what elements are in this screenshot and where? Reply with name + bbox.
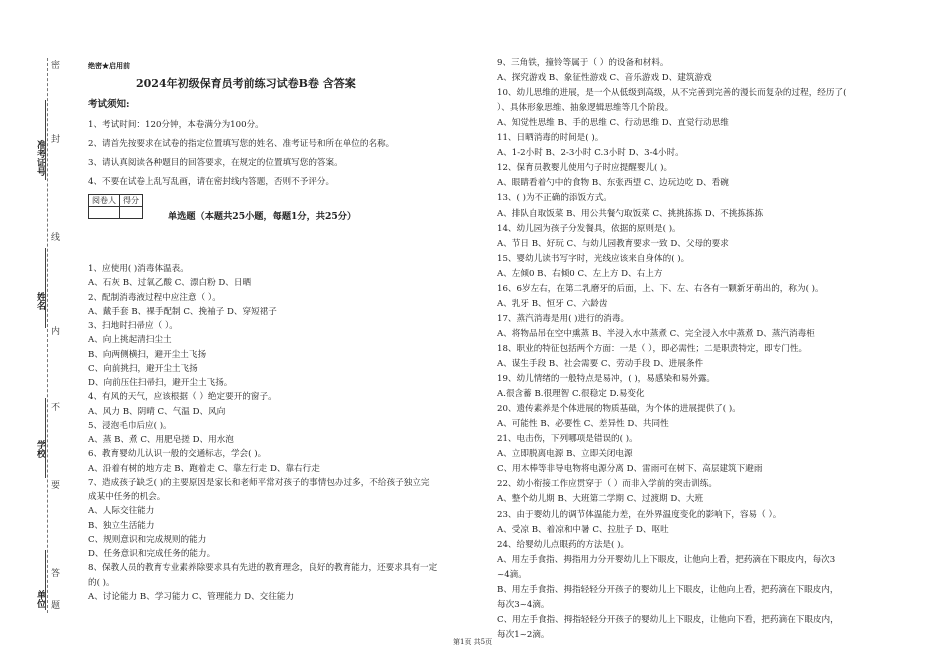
section-title: 单选题（本题共25小题，每题1分，共25分） [168,211,357,222]
question-line: A、用左手食指、拇指用力分开婴幼儿上下眼皮，让他向上看，把药滴在下眼皮内，每次3 [497,554,836,565]
question-line: 10、幼儿思维的进展，是一个从低级到高级，从不完善到完善的漫长而复杂的过程，经历了( [497,88,847,99]
instruction-item: 4、不要在试卷上乱写乱画，请在密封线内答题，否则不予评分。 [88,177,335,187]
question-line: A、排队自取饭菜 B、用公共餐勺取饭菜 C、挑挑拣拣 D、不挑拣拣拣 [497,208,764,219]
score-table-grader-label: 阅卷人 [89,195,120,207]
binding-label-unit: 单位 [35,590,45,608]
instruction-item: 3、请认真阅读各种题目的回答要求，在规定的位置填写您的答案。 [88,158,343,168]
question-line: A、立即脱离电源 B、立即关闭电源 [497,449,633,460]
seal-line-char: 封 [51,135,61,145]
question-line: D、向前压住扫帚扫，避开尘土飞扬。 [88,378,233,388]
question-line: A、将物品吊在空中熏蒸 B、半浸入水中蒸煮 C、完全浸入水中蒸煮 D、蒸汽消毒柜 [497,328,815,339]
question-line: 5、浸泡毛巾后应( )。 [88,420,172,431]
seal-line-char: 密 [51,61,61,71]
binding-label-school: 学校 [35,440,45,458]
score-table-grader-cell [89,207,120,219]
question-line: C、规则意识和完成规则的能力 [88,534,207,545]
exam-id-field-line [45,100,46,180]
question-line: 12、保育员教婴儿使用勺子时应提醒婴儿( )。 [497,163,673,174]
question-line: 11、日晒消毒的时间是( )。 [497,133,604,144]
question-line: A、石灰 B、过氧乙酸 C、漂白粉 D、日晒 [88,278,252,289]
seal-line-char: 不 [51,403,61,413]
question-line: 8、保教人员的教育专业素养除要求具有先进的教育理念，良好的教育能力，还要求具有一定 [88,563,438,574]
question-line: 4、有风的天气，应该根据（ ）绝定要开的窗子。 [88,392,277,403]
question-line: B、用左手食指、拇指轻轻分开孩子的婴幼儿上下眼皮，让他向上看，把药滴在下眼皮内， [497,584,839,595]
question-line: A、可能性 B、必要性 C、差异性 D、共同性 [497,419,669,430]
question-line: C、用左手食指、拇指轻轻分开孩子的婴幼儿上下眼皮，让他向下看，把药滴在下眼皮内， [497,614,839,625]
score-table-score-cell [120,207,143,219]
question-line: 22、幼小衔接工作应贯穿于（ ）而非入学前的突击训练。 [497,479,717,490]
school-field-line [45,398,46,478]
question-line: 21、电击伤，下列哪项是错误的( )。 [497,434,638,445]
question-line: A、知觉性思维 B、手的思维 C、行动思维 D、直觉行动思维 [497,118,729,129]
question-line: A、蒸 B、煮 C、用肥皂搓 D、用水泡 [88,435,234,445]
question-line: 每次3~4滴。 [497,599,550,610]
question-line: B、向两侧横扫，避开尘土飞扬 [88,349,207,360]
question-line: B、独立生活能力 [88,520,155,531]
question-line: 成某中任务的机会。 [88,492,166,502]
question-line: A、1-2小时 B、2-3小时 C.3小时 D、3-4小时。 [497,148,684,159]
question-line: 3、扫地时扫帚应（ ）。 [88,321,178,331]
secret-tag: 绝密★启用前 [88,61,130,70]
page-title: 2024年初级保育员考前练习试卷B卷 含答案 [136,77,356,90]
question-line: 23、由于婴幼儿的调节体温能力差，在外界温度变化的影响下，容易（ ）。 [497,509,782,520]
question-line: A、受凉 B、着凉和中暑 C、拉肚子 D、呕吐 [497,524,669,535]
question-line: ）、具体形象思维、抽象逻辑思维等几个阶段。 [497,103,674,114]
question-line: A、节日 B、好玩 C、与幼儿园教育要求一致 D、父母的要求 [497,238,729,249]
score-table [88,194,143,219]
binding-label-exam-id: 准考证号 [35,140,45,176]
question-line: A、风力 B、阴晴 C、气温 D、风向 [88,406,226,417]
instruction-item: 1、考试时间：120分钟，本卷满分为100分。 [88,120,264,130]
question-line: A、人际交往能力 [88,506,155,517]
seal-line-char: 题 [51,601,61,611]
question-line: 13、( )为不正确的添饭方式。 [497,193,612,204]
seal-line-char: 线 [51,233,61,243]
question-line: 16、6岁左右，在第二乳磨牙的后面，上、下、左、右各有一颗新牙萌出的，称为( )。 [497,283,824,294]
instruction-item: 2、请首先按要求在试卷的指定位置填写您的姓名、准考证号和所在单位的名称。 [88,139,395,149]
question-line: 的( )。 [88,577,115,588]
question-line: D、任务意识和完成任务的能力。 [88,549,216,559]
question-line: ~4滴。 [497,569,527,580]
question-line: A、探究游戏 B、象征性游戏 C、音乐游戏 D、建筑游戏 [497,73,712,84]
score-table-score-label: 得分 [120,195,143,207]
question-line: A.很含蓄 B.很理智 C.很稳定 D.易变化 [497,389,645,400]
question-line: 9、三角铁，撞铃等属于（ ）的设备和材料。 [497,58,669,68]
question-line: 17、蒸汽消毒是用( )进行的消毒。 [497,313,630,324]
question-line: C、向前挑扫，避开尘土飞扬 [88,363,198,374]
unit-field-line [45,550,46,610]
question-line: A、沿着有树的地方走 B、跑着走 C、靠左行走 D、靠右行走 [88,463,320,474]
page-footer: 第1页 共5页 [453,638,493,646]
question-line: A、向上挑起清扫尘土 [88,335,172,346]
question-line: 7、造成孩子缺乏( )的主要原因是家长和老师平常对孩子的事情包办过多，不给孩子独立完 [88,477,430,488]
question-line: 每次1~2滴。 [497,629,550,640]
question-line: A、整个幼儿期 B、大班第二学期 C、过渡期 D、大班 [497,494,704,505]
question-line: 18、职业的特征包括两个方面：一是（ ），即必需性；二是职责特定，即专门性。 [497,343,808,354]
question-line: 15、婴幼儿读书写字时，光线应该来自身体的( )。 [497,253,690,264]
question-line: A、左倾0 B、右倾0 C、左上方 D、右上方 [497,268,663,279]
question-line: 2、配制消毒液过程中应注意（ ）。 [88,292,221,303]
seal-line-char: 内 [51,327,61,337]
question-line: A、戴手套 B、裸手配制 C、挽袖子 D、穿短裙子 [88,306,277,317]
seal-line [47,58,48,613]
name-field-line [45,248,46,328]
question-line: A、谋生手段 B、社会需要 C、劳动手段 D、进展条件 [497,359,704,369]
question-line: 19、幼儿情绪的一般特点是易冲，( )，易感染和易外露。 [497,374,716,385]
question-line: A、眼睛看着勺中的食物 B、东张西望 C、边玩边吃 D、看碗 [497,178,729,189]
binding-label-name: 姓名 [35,292,45,310]
question-line: 14、幼儿园为孩子分发餐具，依据的原则是( )。 [497,223,681,234]
question-line: 6、教育婴幼儿认识一般的交通标志，学会( )。 [88,449,267,460]
seal-line-char: 答 [51,569,61,579]
question-line: 20、遗传素养是个体进展的物质基础，为个体的进展提供了( )。 [497,404,741,415]
question-line: A、讨论能力 B、学习能力 C、管理能力 D、交往能力 [88,591,295,602]
question-line: 24、给婴幼儿点眼药的方法是( )。 [497,539,630,550]
seal-line-char: 要 [51,481,61,491]
instructions-heading: 考试须知: [88,99,130,110]
question-line: 1、应使用( )消毒体温表。 [88,264,189,274]
question-line: C、用木棒等非导电物将电源分离 D、雷雨可在树下、高层建筑下避雨 [497,464,763,475]
question-line: A、乳牙 B、恒牙 C、六龄齿 [497,298,608,309]
